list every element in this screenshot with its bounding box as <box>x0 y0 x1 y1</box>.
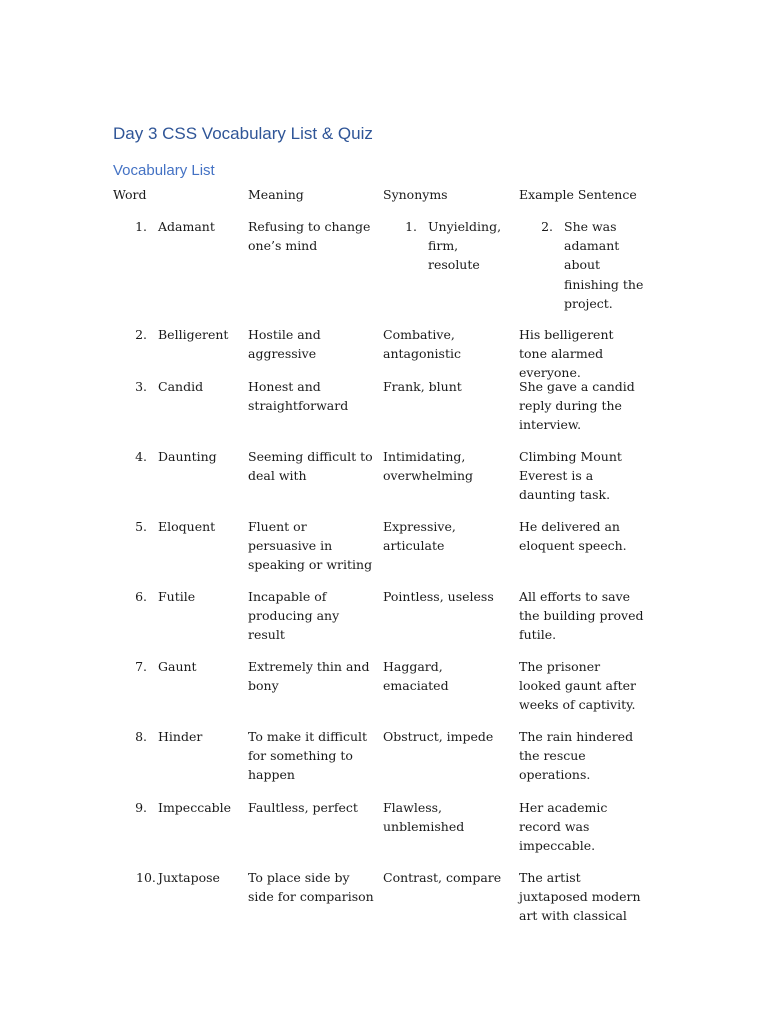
word-meaning: To make it difficult for something to happen <box>248 729 368 783</box>
row-number: 6. <box>135 589 147 604</box>
word-meaning: Incapable of producing any result <box>248 589 340 643</box>
row-number: 10. <box>136 870 156 885</box>
word-meaning: Seeming difficult to deal with <box>248 449 373 484</box>
example-sentence: Climbing Mount Everest is a daunting task. <box>519 449 622 503</box>
row-number: 8. <box>135 729 147 744</box>
vocab-word: Belligerent <box>158 327 229 342</box>
word-synonyms: Obstruct, impede <box>383 729 494 744</box>
word-synonyms: Contrast, compare <box>383 870 502 885</box>
word-synonyms: Haggard, emaciated <box>383 659 449 694</box>
document-title: Day 3 CSS Vocabulary List & Quiz <box>113 124 373 143</box>
word-meaning: Refusing to change one’s mind <box>248 219 371 254</box>
vocab-word: Impeccable <box>158 800 232 815</box>
example-sentence: He delivered an eloquent speech. <box>519 519 627 554</box>
word-meaning: Honest and straightforward <box>248 379 349 414</box>
word-meaning: To place side by side for comparison <box>248 870 374 905</box>
synonyms-list-number: 1. <box>405 219 417 234</box>
row-number: 9. <box>135 800 147 815</box>
row-number: 1. <box>135 219 147 234</box>
example-sentence: The prisoner looked gaunt after weeks of captivity. <box>519 659 637 713</box>
word-synonyms: Pointless, useless <box>383 589 494 604</box>
word-synonyms: Intimidating, overwhelming <box>383 449 474 484</box>
example-list-number: 2. <box>541 219 553 234</box>
example-sentence: All efforts to save the building proved futile. <box>519 589 644 643</box>
example-sentence: She gave a candid reply during the interview. <box>519 379 635 433</box>
vocab-word: Hinder <box>158 729 203 744</box>
vocab-word: Gaunt <box>158 659 197 674</box>
column-header-example: Example Sentence <box>519 187 637 202</box>
word-meaning: Extremely thin and bony <box>248 659 370 694</box>
section-heading: Vocabulary List <box>113 162 215 179</box>
vocab-word: Eloquent <box>158 519 216 534</box>
word-synonyms: Flawless, unblemished <box>383 800 465 835</box>
word-synonyms: Frank, blunt <box>383 379 462 394</box>
vocab-word: Daunting <box>158 449 217 464</box>
row-number: 5. <box>135 519 147 534</box>
vocab-word: Candid <box>158 379 204 394</box>
column-header-synonyms: Synonyms <box>383 187 448 202</box>
example-sentence: The artist juxtaposed modern art with classical <box>519 870 641 924</box>
word-synonyms: Unyielding, firm, resolute <box>428 219 502 273</box>
vocab-word: Adamant <box>158 219 215 234</box>
word-synonyms: Expressive, articulate <box>383 519 456 554</box>
word-meaning: Hostile and aggressive <box>248 327 321 362</box>
row-number: 2. <box>135 327 147 342</box>
row-number: 4. <box>135 449 147 464</box>
column-header-meaning: Meaning <box>248 187 304 202</box>
vocab-word: Juxtapose <box>158 870 220 885</box>
word-meaning: Fluent or persuasive in speaking or writing <box>248 519 373 573</box>
row-number: 3. <box>135 379 147 394</box>
column-header-word: Word <box>113 187 147 202</box>
vocab-word: Futile <box>158 589 196 604</box>
example-sentence: His belligerent tone alarmed everyone. <box>519 327 614 381</box>
word-meaning: Faultless, perfect <box>248 800 358 815</box>
word-synonyms: Combative, antagonistic <box>383 327 461 362</box>
row-number: 7. <box>135 659 147 674</box>
example-sentence: Her academic record was impeccable. <box>519 800 608 854</box>
example-sentence: The rain hindered the rescue operations. <box>519 729 634 783</box>
example-sentence: She was adamant about finishing the project. <box>564 219 644 311</box>
